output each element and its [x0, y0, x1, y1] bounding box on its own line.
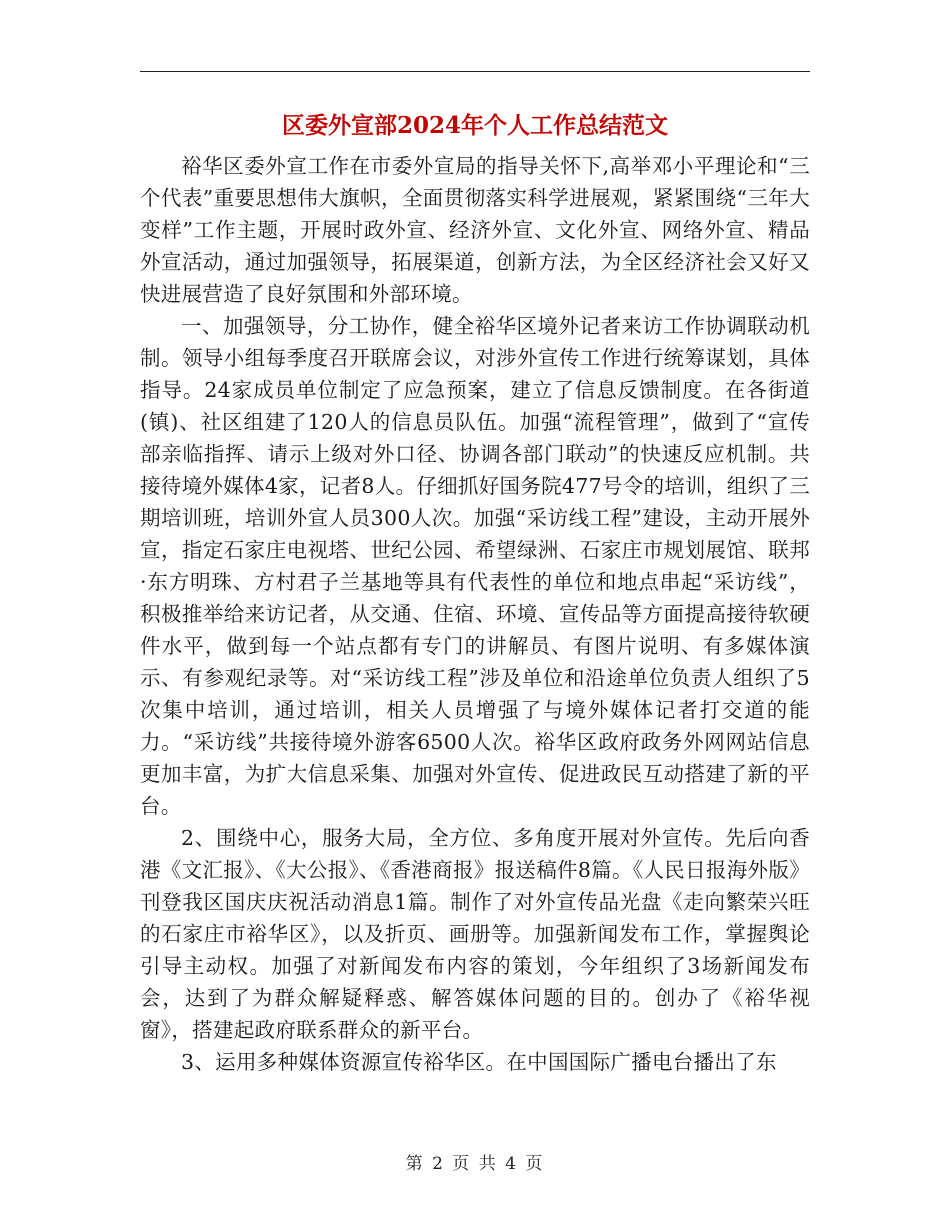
page-number-footer: 第 2 页 共 4 页 — [405, 1154, 545, 1174]
header-rule — [140, 71, 810, 72]
paragraph-section-2: 2、围绕中心，服务大局，全方位、多角度开展对外宣传。先后向香港《文汇报》、《大公报》、《香港商报》报送稿件8篇。《人民日报海外版》刊登我区国庆庆祝活动消息1篇。制作了对外宣传品光盘《走向繁荣兴旺的石家庄市裕华区》，以及折页、画册等。加强新闻发布工作，掌握舆论引导主动权。加强了对新闻发布内容的策划，今年组织了3场新闻发布会，达到了为群众解疑释惑、解答媒体问题的目的。创办了《裕华视窗》，搭建起政府联系群众的新平台。 — [140, 826, 810, 1042]
document-body — [140, 150, 810, 1078]
paragraph-intro: 裕华区委外宣工作在市委外宣局的指导关怀下,高举邓小平理论和“三个代表”重要思想伟大旗帜，全面贯彻落实科学进展观，紧紧围绕“三年大变样”工作主题，开展时政外宣、经济外宣、文化外宣、网络外宣、精品外宣活动，通过加强领导，拓展渠道，创新方法，为全区经济社会又好又快进展营造了良好氛围和外部环境。 — [140, 154, 810, 306]
paragraph-section-1: 一、加强领导，分工协作，健全裕华区境外记者来访工作协调联动机制。领导小组每季度召开联席会议，对涉外宣传工作进行统筹谋划，具体指导。24家成员单位制定了应急预案，建立了信息反馈制度。在各街道(镇)、社区组建了120人的信息员队伍。加强“流程管理”，做到了“宣传部亲临指挥、请示上级对外口径、协调各部门联动”的快速反应机制。共接待境外媒体4家，记者8人。仔细抓好国务院477号令的培训，组织了三期培训班，培训外宣人员300人次。加强“采访线工程”建设，主动开展外宣，指定石家庄电视塔、世纪公园、希望绿洲、石家庄市规划展馆、联邦·东方明珠、方村君子兰基地等具有代表性的单位和地点串起“采访线”，积极推举给来访记者，从交通、住宿、环境、宣传品等方面提高接待软硬件水平，做到每一个站点都有专门的讲解员、有图片说明、有多媒体演示、有参观纪录等。对“采访线工程”涉及单位和沿途单位负责人组织了5次集中培训，通过培训，相关人员增强了与境外媒体记者打交道的能力。“采访线”共接待境外游客6500人次。裕华区政府政务外网网站信息更加丰富，为扩大信息采集、加强对外宣传、促进政民互动搭建了新的平台。 — [140, 314, 810, 818]
document-title: 区委外宣部2024年个人工作总结范文 — [281, 112, 668, 139]
paragraph-section-3: 3、运用多种媒体资源宣传裕华区。在中国国际广播电台播出了东 — [181, 1050, 777, 1074]
